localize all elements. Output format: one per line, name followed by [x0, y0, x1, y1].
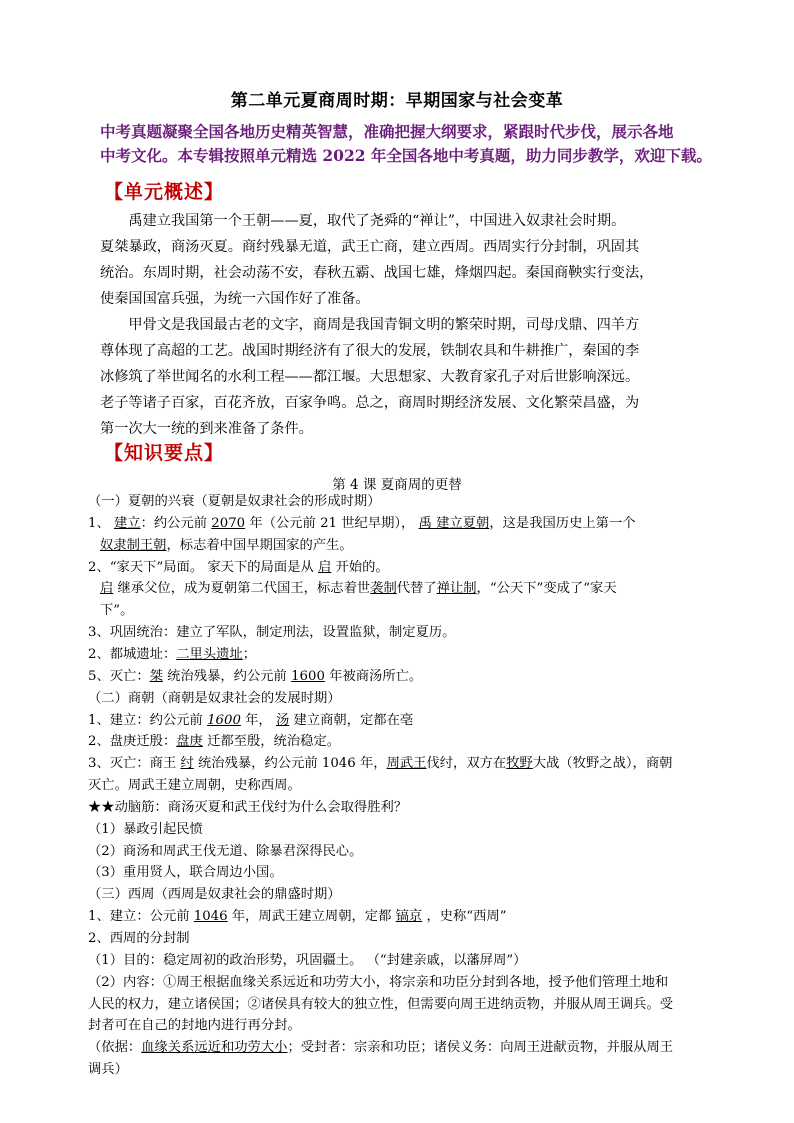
text-segment: 年（公元前 21 世纪早期），	[245, 515, 419, 531]
text-segment: 灭亡。周武王建立周朝，史称西周。	[88, 778, 301, 794]
text-segment: 年，周武王建立周朝，定都	[227, 909, 396, 925]
knowledge-header: 【知识要点】	[104, 442, 225, 464]
text-segment: ：约公元前	[140, 515, 212, 531]
text-segment: ，史称“西周”	[422, 909, 507, 925]
text-segment: （2）内容：①周王根据血缘关系远近和功劳大小，将宗亲和功臣分封到各地，授予他们管理土地和	[88, 974, 669, 990]
text-segment: ；受封者：宗亲和功臣；诸侯义务：向周王进献贡物，并服从周王	[287, 1040, 674, 1056]
text-line	[88, 1060, 128, 1079]
text-line	[88, 514, 636, 533]
text-segment: 3、灭亡：商王	[88, 756, 181, 772]
text-line	[100, 536, 353, 555]
underlined-answer: 1046	[193, 909, 228, 925]
text-line	[88, 689, 341, 708]
text-line	[88, 798, 407, 817]
overview-paragraph-2	[100, 312, 700, 442]
underlined-answer: 奴隶制王朝	[100, 537, 167, 553]
underlined-answer: 启	[100, 581, 114, 597]
text-line	[88, 973, 668, 992]
text-segment: 伐纣，双方在	[426, 756, 507, 772]
underlined-answer: 汤	[275, 712, 290, 728]
text-segment: 5、灭亡：	[88, 668, 150, 684]
overview-line: 甲骨文是我国最古老的文字，商周是我国青铜文明的繁荣时期，司母戊鼎、四羊方	[128, 317, 640, 333]
text-segment: 年，	[240, 712, 276, 728]
text-segment: 迁都至殷，统治稳定。	[202, 734, 341, 750]
text-line	[88, 754, 672, 773]
text-line	[88, 711, 413, 730]
text-segment: 人民的权力，建立诸侯国；②诸侯具有较大的独立性，但需要向周王进纳贡物，并服从周王调兵。受	[88, 996, 674, 1012]
text-segment: （依据：	[88, 1040, 142, 1056]
underlined-answer: 禅让制	[436, 581, 477, 597]
text-segment: ，标志着中国早期国家的产生。	[166, 537, 353, 553]
underlined-answer: 1600	[291, 668, 325, 684]
text-line	[88, 776, 301, 795]
text-segment: 下”。	[100, 603, 134, 619]
text-segment: 代替了	[396, 581, 437, 597]
text-line	[88, 667, 422, 686]
text-line	[100, 601, 133, 620]
text-segment: （3）重用贤人，联合周边小国。	[88, 865, 283, 881]
page-title: 第二单元夏商周时期：早期国家与社会变革	[230, 91, 564, 111]
overview-line: 冰修筑了举世闻名的水利工程——都江堰。大思想家、大教育家孔子对后世影响深远。	[100, 369, 640, 385]
text-segment: （三）西周（西周是奴隶社会的鼎盛时期）	[88, 887, 341, 903]
text-segment: 2、“家天下”局面。 家天下的局面是从	[88, 559, 318, 575]
text-segment: 1、建立：公元前	[88, 909, 194, 925]
overview-line: 夏桀暴政，商汤灭夏。商纣残暴无道，武王亡商，建立西周。西周实行分封制，巩固其	[100, 239, 640, 255]
underlined-answer: 牧野	[506, 756, 533, 772]
text-line	[88, 885, 341, 904]
text-segment: 统治残暴，约公元前 1046 年，	[193, 756, 387, 772]
text-segment: 2、盘庚迁殷：	[88, 734, 177, 750]
text-segment: 继承父位，成为夏朝第二代国王，标志着世	[113, 581, 371, 597]
text-segment: 2、都城遗址：	[88, 646, 177, 662]
overview-paragraph-1	[100, 208, 700, 312]
text-segment: 统治残暴，约公元前	[162, 668, 292, 684]
text-segment: ，“公天下”变成了“家天	[476, 581, 617, 597]
text-line	[88, 995, 673, 1014]
text-segment: ，这是我国历史上第一个	[489, 515, 636, 531]
promo-text	[100, 120, 712, 168]
text-segment: （2）商汤和周武王伐无道、除暴君深得民心。	[88, 843, 363, 859]
text-line	[100, 579, 617, 598]
underlined-answer: 盘庚	[176, 734, 203, 750]
text-segment: ★★动脑筋：商汤灭夏和武王伐纣为什么会取得胜利？	[88, 799, 408, 815]
text-segment: （一）夏朝的兴衰（夏朝是奴隶社会的形成时期）	[88, 494, 381, 509]
text-segment: 封者可在自己的封地内进行再分封。	[88, 1018, 301, 1034]
underlined-answer: 建立	[113, 515, 141, 531]
underlined-answer: 二里头遗址	[176, 646, 243, 662]
text-line	[88, 820, 203, 839]
text-segment: 开始的。	[331, 559, 389, 575]
text-segment: 3、巩固统治：建立了军队，制定刑法，设置监狱，制定夏历。	[88, 625, 456, 641]
text-line	[88, 842, 362, 861]
text-line	[88, 645, 256, 664]
overview-header: 【单元概述】	[104, 181, 225, 203]
underlined-answer: 桀	[149, 668, 163, 684]
text-line	[88, 951, 526, 970]
text-segment: 2、西周的分封制	[88, 931, 190, 946]
promo-line: 中考文化。本专辑按照单元精选 2022 年全国各地中考真题，助力同步教学，欢迎下载。	[100, 146, 712, 165]
text-segment: 年被商汤所亡。	[324, 668, 423, 684]
overview-line: 老子等诸子百家，百花齐放，百家争鸣。总之，商周时期经济发展、文化繁荣昌盛，为	[100, 395, 640, 411]
text-line	[88, 1016, 301, 1035]
text-line	[88, 907, 507, 926]
lesson-title: 第 4 课 夏商周的更替	[332, 477, 462, 493]
underlined-answer: 启	[317, 559, 332, 575]
underlined-answer: 纣	[180, 756, 194, 772]
underlined-answer: 1600	[207, 712, 241, 728]
text-line	[88, 1038, 673, 1057]
text-line	[88, 492, 381, 511]
text-segment: （1）目的：稳定周初的政治形势，巩固疆土。 （“封建亲戚，以藩屏周”）	[88, 952, 527, 968]
underlined-answer: 镐京	[395, 909, 423, 925]
text-segment: ；	[242, 646, 257, 662]
text-segment: 1、	[88, 515, 114, 531]
overview-line: 第一次大一统的到来准备了条件。	[100, 421, 313, 437]
text-segment: （二）商朝（商朝是奴隶社会的发展时期）	[88, 690, 341, 706]
overview-line: 禹建立我国第一个王朝——夏，取代了尧舜的“禅让”，中国进入奴隶社会时期。	[128, 213, 626, 229]
underlined-answer: 周武王	[386, 756, 427, 772]
underlined-answer: 2070	[211, 515, 246, 531]
text-line	[88, 863, 283, 882]
text-segment: （1）暴政引起民愤	[88, 821, 203, 837]
overview-line: 尊体现了高超的工艺。战国时期经济有了很大的发展，铁制农具和牛耕推广，秦国的李	[100, 343, 640, 359]
underlined-answer: 禹 建立夏朝	[418, 515, 490, 531]
overview-line: 统治。东周时期，社会动荡不安，春秋五霸、战国七雄，烽烟四起。秦国商鞅实行变法，	[100, 265, 654, 281]
underlined-answer: 血缘关系远近和功劳大小	[141, 1040, 288, 1056]
promo-line: 中考真题凝聚全国各地历史精英智慧，准确把握大纲要求，紧跟时代步伐，展示各地	[100, 122, 674, 141]
text-segment: 大战（牧野之战），商朝	[532, 756, 673, 772]
overview-line: 使秦国国富兵强，为统一六国作好了准备。	[100, 291, 370, 307]
text-line	[88, 558, 389, 577]
text-segment: 调兵）	[88, 1062, 128, 1078]
text-segment: 建立商朝，定都在亳	[289, 712, 414, 728]
text-segment: 1、建立：约公元前	[88, 712, 208, 728]
text-line	[88, 732, 340, 751]
underlined-answer: 袭制	[370, 581, 397, 597]
text-line	[88, 623, 455, 642]
text-line	[88, 929, 190, 948]
